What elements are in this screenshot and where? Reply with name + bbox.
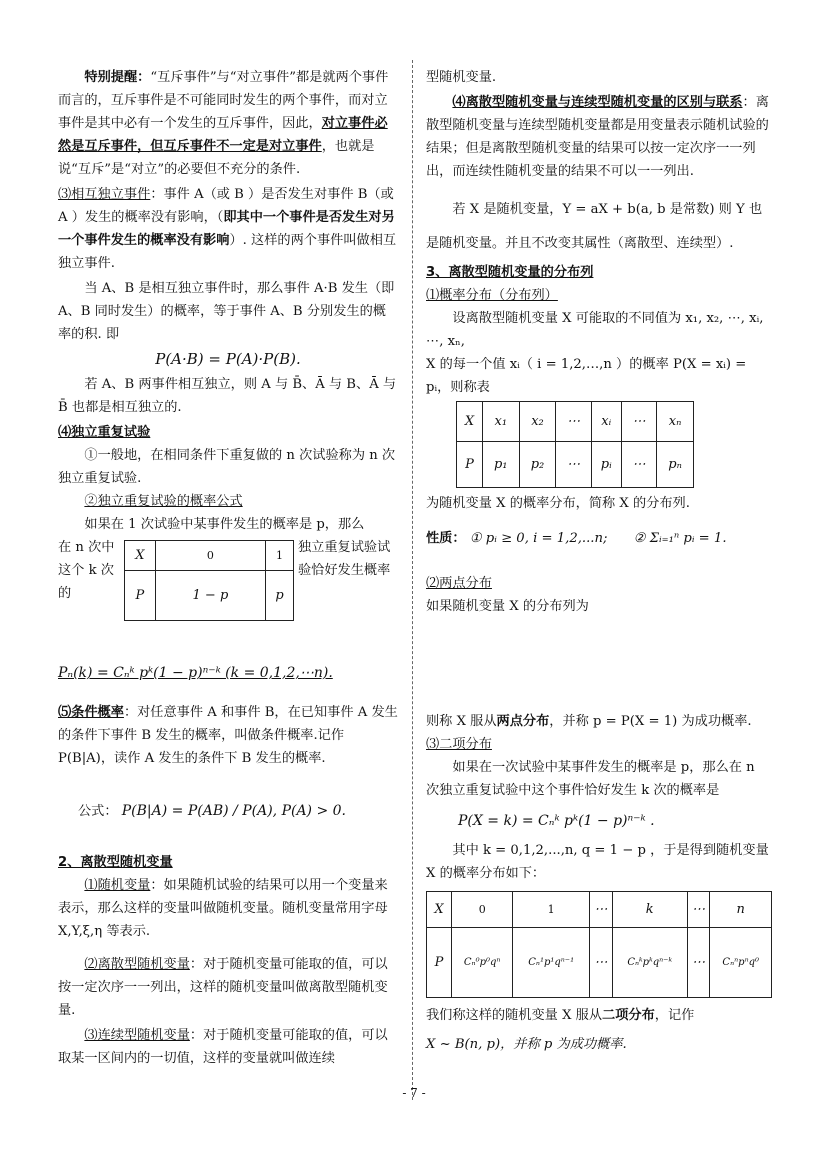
special-note <box>58 66 398 181</box>
table-cell: pᵢ <box>591 442 621 488</box>
table-cell: 0 <box>155 541 265 571</box>
table-cell: Cₙᵏpᵏqⁿ⁻ᵏ <box>612 928 687 998</box>
binomial-distribution-formula: P(X = k) = Cₙᵏ pᵏ(1 − p)ⁿ⁻ᵏ . <box>458 813 655 829</box>
table-cell: x₁ <box>482 402 519 442</box>
table-cell: Cₙ⁰p⁰qⁿ <box>452 928 513 998</box>
distribution-title: ⑴概率分布（分布列） <box>426 288 558 303</box>
continuous-rv-text: ：对于随机变量可能取的值，可以取某一区间内的一切值，这样的变量就叫做连续 <box>58 1028 388 1066</box>
binomial-conclusion-b: ，记作 <box>654 1008 695 1023</box>
table-cell: X <box>457 402 483 442</box>
section-3-title: 3、离散型随机变量的分布列 <box>426 265 594 280</box>
left-column <box>58 66 398 1070</box>
repeated-trials-title: ⑷独立重复试验 <box>58 425 151 440</box>
binomial-text-a: 如果在一次试验中某事件发生的概率是 p，那么在 n 次独立重复试验中这个事件恰好发生 k 次的概率是 <box>426 760 755 798</box>
note-text: “互斥事件”与“对立事件”都是就两个事件而言的，互斥事件是不可能同时发生的两个事件，而对立事件是其中必有一个发生的互斥事件，因此， <box>58 70 389 131</box>
page-number: - 7 - <box>402 1086 426 1100</box>
binomial-conclusion-a: 我们称这样的随机变量 X 服从 <box>426 1008 603 1023</box>
two-point-bold: 两点分布 <box>496 714 550 729</box>
table-cell: ⋯ <box>687 892 710 928</box>
conditional-text: ：对任意事件 A 和事件 B，在已知事件 A 发生的条件下事件 B 发生的概率，叫做条件概率.记作 P(B|A)，读作 A 发生的条件下 B 发生的概率. <box>58 705 398 766</box>
table-cell: p₁ <box>482 442 519 488</box>
right-column <box>426 66 772 1056</box>
table-cell: ⋯ <box>621 442 656 488</box>
table-cell: ⋯ <box>621 402 656 442</box>
table-cell: xₙ <box>657 402 694 442</box>
discrete-rv <box>58 953 398 1022</box>
binomial-text-b: 其中 k = 0,1,2,...,n, q = 1 − p ，于是得到随机变量 X 的概率分布如下： <box>426 843 769 881</box>
random-variable <box>58 874 398 943</box>
discrete-rv-title: ⑵离散型随机变量 <box>84 957 190 972</box>
independent-events-text-end: ）. 这样的两个事件叫做相互独立事件. <box>58 233 397 271</box>
continuous-rv-title: ⑶连续型随机变量 <box>84 1028 190 1043</box>
comparison-title: ⑷离散型随机变量与连续型随机变量的区别与联系 <box>452 95 743 110</box>
table-cell: ⋯ <box>589 892 612 928</box>
formula-label: 公式： <box>78 804 118 819</box>
distribution-text-c: 为随机变量 X 的概率分布，简称 X 的分布列. <box>426 496 690 511</box>
table-cell: P <box>427 928 452 998</box>
discrete-rv-text: ：对于随机变量可能取的值，可以按一定次序一一列出，这样的随机变量叫做离散型随机变量. <box>58 957 388 1018</box>
table-cell: Cₙⁿpⁿq⁰ <box>710 928 772 998</box>
repeated-trials-left-text: 在 n 次中这个 k 次的 <box>58 540 115 601</box>
property-2: ② Σᵢ₌₁ⁿ pᵢ = 1. <box>633 531 727 546</box>
distribution-table <box>456 401 694 488</box>
table-cell: p₂ <box>519 442 556 488</box>
repeated-trials-table-block <box>58 536 398 622</box>
two-point-conclusion <box>426 710 772 733</box>
table-cell: P <box>125 571 156 621</box>
binomial-formula: Pₙ(k) = Cₙᵏ pᵏ(1 − p)ⁿ⁻ᵏ (k = 0,1,2,⋯n). <box>58 665 333 681</box>
two-point-text: 如果随机变量 X 的分布列为 <box>426 599 589 614</box>
properties-label: 性质： <box>426 531 466 546</box>
property-1: ① pᵢ ≥ 0, i = 1,2,...n; <box>469 531 608 546</box>
table-cell: 0 <box>452 892 513 928</box>
table-cell: x₂ <box>519 402 556 442</box>
repeated-trials-text: 如果在 1 次试验中某事件发生的概率是 p，那么 <box>84 517 365 532</box>
two-point-table <box>124 540 294 621</box>
two-point-title: ⑵两点分布 <box>426 576 492 591</box>
table-cell: X <box>125 541 156 571</box>
repeated-trials-subtitle: ②独立重复试验的概率公式 <box>84 494 243 509</box>
distribution-text-b: X 的每一个值 xᵢ（ i = 1,2,…,n ）的概率 P(X = xᵢ) = pᵢ，则称表 <box>426 357 747 395</box>
conditional-title: ⑸条件概率 <box>58 705 124 720</box>
independent-events-title: ⑶相互独立事件 <box>58 187 151 202</box>
rv-text: ：如果随机试验的结果可以用一个变量来表示，那么这样的变量叫做随机变量。随机变量常用字母 X,Y,ξ,η 等表示. <box>58 878 388 939</box>
table-cell: k <box>612 892 687 928</box>
table-cell: P <box>457 442 483 488</box>
binomial-notation: X ~ B(n, p)，并称 p 为成功概率. <box>426 1037 627 1052</box>
table-cell: Cₙ¹p¹qⁿ⁻¹ <box>513 928 590 998</box>
table-cell: ⋯ <box>687 928 710 998</box>
distribution-text-a: 设离散型随机变量 X 可能取的不同值为 x₁, x₂, ⋯, xᵢ, ⋯, xₙ, <box>426 311 764 349</box>
two-point-conclusion-b: ，并称 p = P(X = 1) 为成功概率. <box>549 714 752 729</box>
comparison-text: ：离散型随机变量与连续型随机变量都是用变量表示随机试验的结果；但是离散型随机变量的结果可以按一定次序一一列出，而连续性随机变量的结果不可以一一列出. <box>426 95 769 179</box>
discrete-vs-continuous <box>426 91 772 183</box>
continuous-rv <box>58 1024 398 1070</box>
table-cell: 1 <box>513 892 590 928</box>
independent-events-text: ：事件 A（或 B ）是否发生对事件 B（或 A ）发生的概率没有影响，（ <box>58 187 394 225</box>
conditional-probability <box>58 701 398 770</box>
table-cell: ⋯ <box>556 442 591 488</box>
binomial-conclusion <box>426 1004 772 1027</box>
table-cell: ⋯ <box>589 928 612 998</box>
note-text-end: ，也就是说“互斥”是“对立”的必要但不充分的条件. <box>58 139 375 177</box>
binomial-table <box>426 891 772 998</box>
independent-formula: P(A·B) = P(A)·P(B). <box>155 350 301 368</box>
linear-transform-text: 若 X 是随机变量，Y = aX + b(a, b 是常数) 则 Y 也是随机变量。并且不改变其属性（离散型、连续型）. <box>426 202 763 251</box>
independent-events-bold: 即其中一个事件是否发生对另一个事件发生的概率没有影响 <box>58 210 395 248</box>
two-point-conclusion-a: 则称 X 服从 <box>426 714 497 729</box>
column-divider <box>412 60 413 1100</box>
conditional-formula: P(B|A) = P(AB) / P(A), P(A) > 0. <box>121 803 347 819</box>
section-2-title: 2、离散型随机变量 <box>58 855 173 870</box>
table-cell: p <box>266 571 294 621</box>
table-cell: xᵢ <box>591 402 621 442</box>
table-cell: X <box>427 892 452 928</box>
independent-product-text: 当 A、B 是相互独立事件时，那么事件 A·B 发生（即 A、B 同时发生）的概率，等于事件 A、B 分别发生的概率的积. 即 <box>58 281 395 342</box>
table-cell: 1 <box>266 541 294 571</box>
table-cell: n <box>710 892 772 928</box>
binomial-bold: 二项分布 <box>602 1008 655 1023</box>
rv-title: ⑴随机变量 <box>84 878 151 893</box>
continuation-text: 型随机变量. <box>426 70 497 85</box>
table-cell: 1 − p <box>155 571 265 621</box>
note-label: 特别提醒： <box>84 70 151 85</box>
conditional-formula-line <box>78 800 398 823</box>
table-cell: ⋯ <box>556 402 591 442</box>
repeated-trials-def: ①一般地，在相同条件下重复做的 n 次试验称为 n 次独立重复试验. <box>58 448 396 486</box>
independent-complement-text: 若 A、B 两事件相互独立，则 A 与 B̄、Ā 与 B、Ā 与 B̄ 也都是相互独立的. <box>58 377 397 415</box>
repeated-trials-right-text: 独立重复试验试验恰好发生概率 <box>298 540 391 578</box>
note-emphasis: 对立事件必然是互斥事件，但互斥事件不一定是对立事件 <box>58 116 388 154</box>
properties-line <box>426 527 772 550</box>
table-cell: pₙ <box>657 442 694 488</box>
independent-events <box>58 183 398 275</box>
binomial-title: ⑶二项分布 <box>426 737 492 752</box>
